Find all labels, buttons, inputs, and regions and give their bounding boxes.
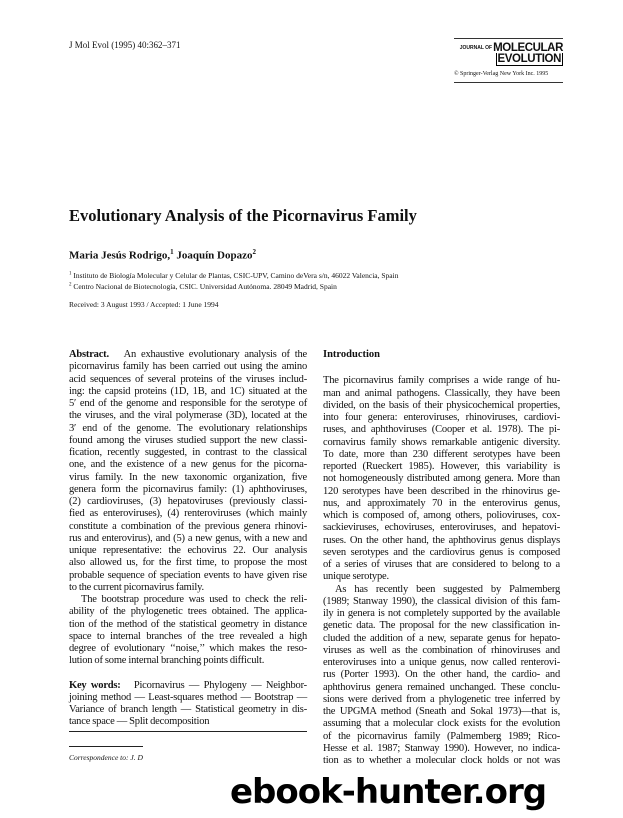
divider [454,82,563,83]
watermark: ebook-hunter.org [230,772,547,812]
abstract-line: space to internal branches of the tree revealed a high [69,630,307,642]
abstract-line: ability of the phylogenetic trees obtained. The applica- [69,606,307,618]
body-line: ily in genera is not completely supported by the available [323,608,560,619]
body-line: sions were derived from a phylogenetic tree inferred by [323,693,560,705]
section-heading-introduction: Introduction [323,349,380,360]
journal-logo [454,38,563,83]
body-line: cornavirus family shows remarkable antigenic diversity. [323,436,560,448]
body-line: of a series of viruses that are considered to belong to a [323,559,560,570]
body-line: of the picornavirus family (Palmemberg 1989; Rico- [323,730,560,742]
keywords-line: Variance of branch length — Statistical geometry in dis- [69,704,307,715]
keywords-line: joining method — Least-squares method — Bootstrap — [69,691,307,703]
abstract-line: virus family. In the new taxonomic organization, five [69,471,307,483]
abstract-line: probable sequence of speciation events to have given rise [69,569,307,581]
body-line: genetic data. The proposal for the new classification in- [323,620,560,632]
authors [69,248,256,262]
keywords-line: tance space — Split decomposition [69,716,210,728]
affiliation [69,282,337,291]
author-sup: 1 [170,248,174,256]
body-line: (1989; Stanway 1990), the classical division of this fam- [323,595,560,607]
correspondence: Correspondence to: J. D [69,752,143,762]
body-line: nus, and approximately 70 in the enterovirus genus, [323,497,560,509]
received-dates: Received: 3 August 1993 / Accepted: 1 June 1994 [69,300,219,309]
divider [454,38,563,39]
journal-citation: J Mol Evol (1995) 40:362–371 [69,40,181,50]
abstract-line: fication, recently suggested, in contrast to the classical [69,447,307,458]
body-line: rus (Porter 1993). On the other hand, the cardio- and [323,669,560,681]
left-column [69,349,307,764]
body-line: the UPGMA method (Sneath and Sokal 1973)—that is, [323,706,560,717]
body-line: into four genera: enteroviruses, rhinoviruses, cardiovi- [323,412,560,423]
body-line: As has recently been suggested by Palmemberg [335,583,560,595]
body-line: enteroviruses into a unique genus, now called renterovi- [323,657,560,668]
affiliation [69,271,398,280]
body-line: The picornavirus family comprises a wide range of hu- [323,375,560,387]
abstract-line: ing: the capsid proteins (1D, 1B, and 1C) situated at the [69,385,307,397]
author-name: Joaquín Dopazo [176,249,253,262]
affiliation-sup: 2 [69,282,72,288]
logo-line1: MOLECULAR [493,42,563,54]
abstract-line: the viruses, and the viral polymerase (3D), located at the [69,410,307,422]
abstract-line: picornavirus family has been carried out using the amino [69,361,307,373]
body-line: ruses, and aphthoviruses (Cooper et al. 1978). The pi- [323,424,560,436]
abstract-line: lution of some internal branching points difficult. [69,655,265,667]
body-line: unique serotype. [323,571,389,583]
abstract-line: rus and enterovirus), and (5) a new genus, with a new and [69,532,307,544]
abstract-line: unique representative: the echovirus 22. Our analysis [69,545,307,556]
body-line: aphthovirus genera remained unchanged. These conclu- [323,681,560,693]
affiliation-text: Centro Nacional de Biotecnología, CSIC. Universidad Autónoma. 28049 Madrid, Spain [73,282,337,291]
abstract-line: acid sequences of several proteins of the viruses includ- [69,373,307,385]
body-line: not homogeneously distributed among genera. More than [323,473,560,485]
author-sup: 2 [252,248,256,256]
copyright: © Springer-Verlag New York Inc. 1995 [454,71,549,77]
abstract-line: also allowed us, for the first time, to propose the most [69,557,307,569]
body-line: tion as to whether a molecular clock holds or not was [323,755,560,766]
keywords-line [69,680,307,692]
affiliation-sup: 1 [69,271,72,277]
abstract-line: tion of the method of the statistical geometry in distance [69,618,307,630]
body-line: reported (Rueckert 1985). However, this variability is [323,461,560,472]
right-column [323,349,560,767]
abstract-line: genera form the picornavirus family: (1) aphthoviruses, [69,483,307,495]
body-line: assuming that a molecular clock exists for the evolution [323,718,560,730]
abstract-line: constitute a combination of the previous genera rhinovi- [69,520,307,532]
footnote-rule [69,746,143,747]
body-line: ruses. On the other hand, the aphthovirus genus displays [323,534,560,546]
logo-line2: EVOLUTION [497,53,561,65]
body-line: 120 serotypes have been described in the rhinovirus ge- [323,485,560,497]
body-line: sackieviruses, echoviruses, enteroviruses, and hepatovi- [323,522,560,534]
abstract-line [69,349,307,361]
body-line: man and animal pathogens. Classically, they have been [323,387,560,399]
keywords-text: Picornavirus — Phylogeny — Neighbor- [133,679,307,691]
body-line: Hesse et al. 1987; Stanway 1990). However, no indica- [323,742,560,754]
keywords-label: Key words: [69,679,121,691]
body-line: divided, on the basis of their physicochemical properties, [323,399,560,411]
article-title: Evolutionary Analysis of the Picornavirus Family [69,206,417,225]
abstract-line: 3′ end of the genome. The evolutionary relationships [69,422,307,434]
abstract-label: Abstract. [69,349,109,360]
body-line: cluded the addition of a new, separate genus for hepato- [323,632,560,644]
body-line: which is composed of, among others, polioviruses, cox- [323,510,560,521]
author-name: Maria Jesús Rodrigo, [69,249,171,262]
abstract-line: found among the viruses studied support the new classi- [69,434,307,446]
logo-prefix: JOURNAL OF [459,45,493,51]
abstract-line: (2) cardioviruses, (3) hepatoviruses (previously classi- [69,496,307,507]
abstract-line: 5′ end of the genome and responsible for the serotype of [69,398,307,409]
abstract-text: An exhaustive evolutionary analysis of the [123,349,307,360]
abstract-line: to the current picornavirus family. [69,581,204,593]
abstract-line: The bootstrap procedure was used to check the reli- [81,594,307,605]
body-line: seven serotypes and the cardiovirus genus is composed [323,546,560,558]
abstract-line: fied as enteroviruses), (4) renteroviruses (which mainly [69,508,307,520]
abstract-line: degree of evolutionary ‘‘noise,’’ which makes the reso- [69,643,307,654]
affiliation-text: Instituto de Biología Molecular y Celular de Plantas, CSIC-UPV, Camino deVera s/n, 46022 Valencia, Spain [73,271,399,280]
abstract-line: one, and the existence of a new genus for the picorna- [69,459,307,471]
body-line: To date, more than 230 different serotypes have been [323,448,560,460]
body-line: viruses as well as the combination of rhinoviruses and [323,644,560,656]
